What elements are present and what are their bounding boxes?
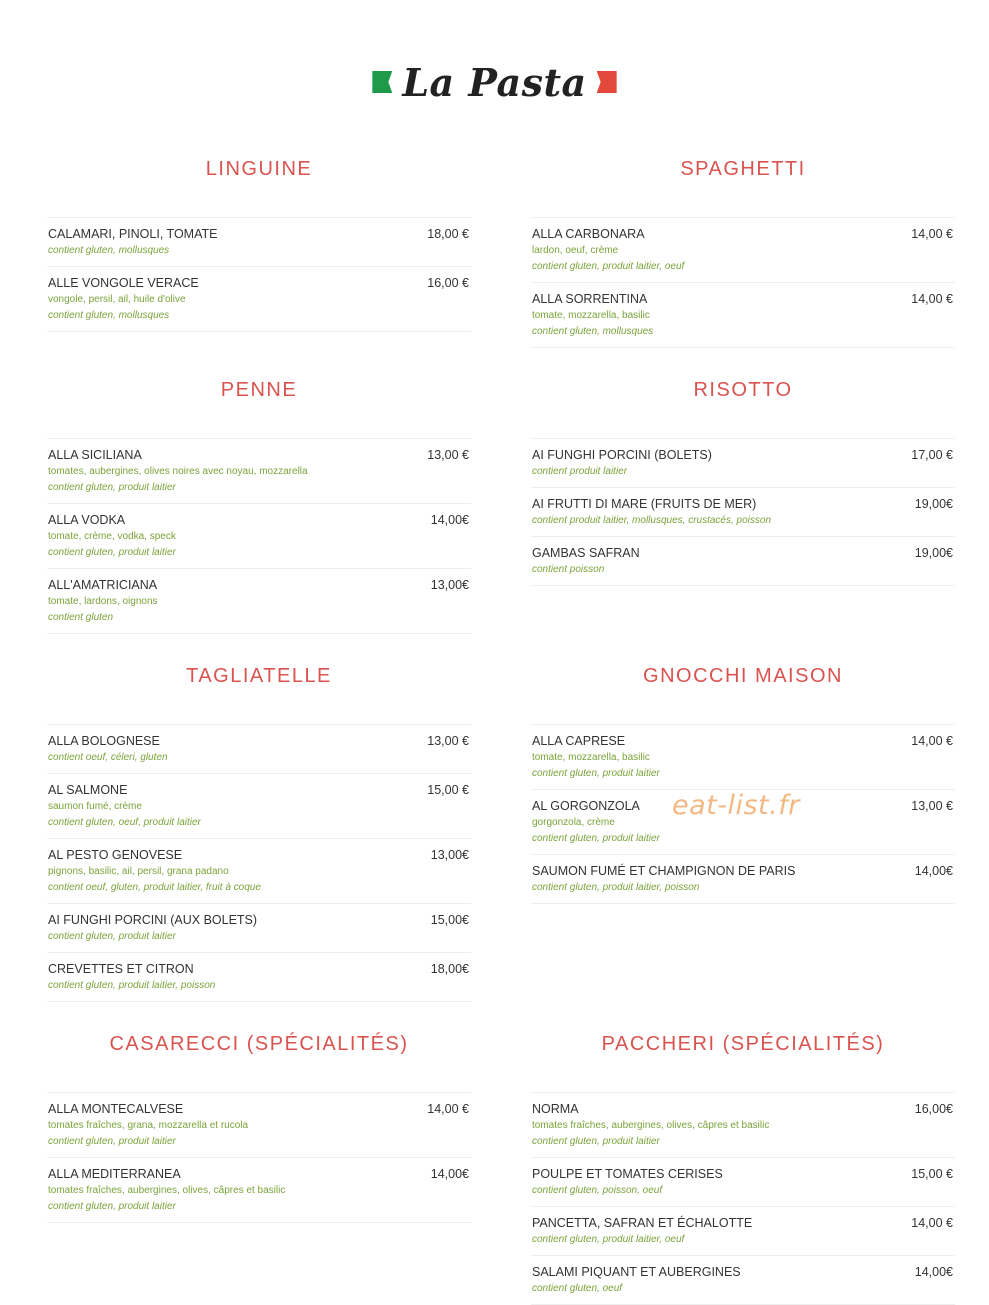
dish-name: AL GORGONZOLA: [532, 799, 640, 813]
dish-ingredients: tomate, mozzarella, basilic: [532, 310, 650, 321]
menu-item-list: [531, 217, 955, 348]
dish-ingredients: tomate, crème, vodka, speck: [48, 531, 176, 542]
dish-name: SALAMI PIQUANT ET AUBERGINES: [532, 1265, 741, 1279]
menu-item: [531, 1256, 955, 1305]
dish-allergens: contient gluten, oeuf: [532, 1283, 623, 1294]
dish-allergens: contient gluten, produit laitier: [532, 833, 660, 844]
dish-price: 14,00 €: [911, 1216, 953, 1230]
section-title: SPAGHETTI: [680, 158, 806, 180]
dish-allergens: contient gluten, produit laitier: [48, 547, 176, 558]
dish-name: CREVETTES ET CITRON: [48, 962, 194, 976]
dish-ingredients: pignons, basilic, ail, persil, grana padano: [48, 866, 229, 877]
menu-item: [47, 839, 471, 904]
dish-allergens: contient oeuf, gluten, produit laitier, fruit à coque: [48, 882, 261, 893]
section-gnocchi: [531, 665, 955, 904]
dish-allergens: contient produit laitier, mollusques, crustacés, poisson: [532, 515, 772, 526]
dish-name: AL SALMONE: [48, 783, 128, 797]
section-paccheri: [531, 1033, 955, 1305]
dish-ingredients: tomate, mozzarella, basilic: [532, 752, 650, 763]
menu-item: [531, 439, 955, 488]
page-title: La Pasta: [402, 59, 587, 105]
menu-item-list: [47, 1092, 471, 1223]
dish-allergens: contient poisson: [532, 564, 605, 575]
section-title: TAGLIATELLE: [186, 665, 332, 687]
section-title: LINGUINE: [205, 158, 313, 180]
dish-price: 14,00€: [914, 864, 953, 878]
dish-allergens: contient gluten, mollusques: [532, 326, 654, 337]
dish-allergens: contient oeuf, céleri, gluten: [48, 752, 168, 763]
dish-name: SAUMON FUMÉ ET CHAMPIGNON DE PARIS: [532, 864, 796, 878]
section-tagliatelle: [47, 665, 471, 1002]
dish-price: 13,00 €: [911, 799, 953, 813]
dish-allergens: contient gluten, mollusques: [48, 245, 170, 256]
italian-flag-green-icon: [372, 71, 392, 93]
dish-price: 18,00 €: [427, 227, 469, 241]
menu-item-list: [531, 438, 955, 586]
dish-price: 13,00 €: [427, 448, 469, 462]
dish-name: PANCETTA, SAFRAN ET ÉCHALOTTE: [532, 1216, 753, 1230]
menu-item: [47, 569, 471, 634]
dish-name: ALLA MEDITERRANEA: [48, 1167, 181, 1181]
menu-item: [531, 218, 955, 283]
dish-ingredients: tomates fraîches, aubergines, olives, câpres et basilic: [48, 1185, 286, 1196]
dish-name: GAMBAS SAFRAN: [532, 546, 640, 560]
menu-item: [531, 855, 955, 904]
dish-ingredients: lardon, oeuf, crème: [532, 245, 619, 256]
menu-item: [47, 1093, 471, 1158]
dish-name: ALLA SORRENTINA: [532, 292, 648, 306]
dish-allergens: contient gluten, produit laitier: [48, 931, 176, 942]
dish-price: 14,00 €: [911, 292, 953, 306]
menu-item: [47, 725, 471, 774]
section-title: PENNE: [220, 379, 298, 401]
dish-allergens: contient gluten, produit laitier, oeuf: [532, 1234, 685, 1245]
dish-name: ALLA MONTECALVESE: [48, 1102, 184, 1116]
menu-item-list: [47, 438, 471, 634]
dish-price: 18,00€: [430, 962, 469, 976]
dish-price: 19,00€: [914, 546, 953, 560]
menu-item: [47, 1158, 471, 1223]
dish-price: 15,00€: [430, 913, 469, 927]
dish-allergens: contient gluten, produit laitier, oeuf: [532, 261, 685, 272]
dish-price: 14,00 €: [911, 734, 953, 748]
dish-name: ALLA VODKA: [48, 513, 126, 527]
dish-ingredients: tomates, aubergines, olives noires avec noyau, mozzarella: [48, 466, 308, 477]
menu-item: [531, 1158, 955, 1207]
dish-price: 15,00 €: [911, 1167, 953, 1181]
menu-item: [531, 725, 955, 790]
dish-allergens: contient gluten, produit laitier: [48, 1136, 176, 1147]
menu-item: [531, 537, 955, 586]
dish-ingredients: saumon fumé, crème: [48, 801, 142, 812]
dish-name: AI FUNGHI PORCINI (AUX BOLETS): [48, 913, 258, 927]
section-spaghetti: [531, 158, 955, 348]
watermark: eat-list.fr: [672, 790, 800, 821]
dish-allergens: contient gluten, produit laitier: [48, 482, 176, 493]
dish-name: ALLA SICILIANA: [48, 448, 142, 462]
dish-price: 14,00€: [430, 1167, 469, 1181]
dish-allergens: contient gluten, produit laitier, poisson: [532, 882, 700, 893]
dish-name: ALLA CAPRESE: [532, 734, 626, 748]
dish-name: ALLA CARBONARA: [532, 227, 645, 241]
menu-item-list: [47, 217, 471, 332]
dish-allergens: contient gluten, produit laitier: [48, 1201, 176, 1212]
menu-item: [531, 283, 955, 348]
dish-name: ALL'AMATRICIANA: [48, 578, 158, 592]
menu-item: [47, 267, 471, 332]
menu-item: [47, 904, 471, 953]
dish-price: 13,00 €: [427, 734, 469, 748]
dish-price: 19,00€: [914, 497, 953, 511]
dish-allergens: contient gluten, mollusques: [48, 310, 170, 321]
italian-flag-red-icon: [597, 71, 617, 93]
section-title: PACCHERI (SPÉCIALITÉS): [601, 1033, 885, 1055]
menu-item: [531, 488, 955, 537]
dish-name: POULPE ET TOMATES CERISES: [532, 1167, 723, 1181]
dish-name: AI FUNGHI PORCINI (BOLETS): [532, 448, 712, 462]
dish-price: 13,00€: [430, 578, 469, 592]
dish-ingredients: tomates fraîches, aubergines, olives, câpres et basilic: [532, 1120, 770, 1131]
dish-name: AL PESTO GENOVESE: [48, 848, 183, 862]
dish-price: 17,00 €: [911, 448, 953, 462]
dish-allergens: contient gluten, produit laitier: [532, 768, 660, 779]
dish-price: 16,00 €: [427, 276, 469, 290]
dish-name: ALLE VONGOLE VERACE: [48, 276, 199, 290]
dish-allergens: contient gluten, oeuf, produit laitier: [48, 817, 201, 828]
menu-item: [531, 1207, 955, 1256]
menu-item: [47, 218, 471, 267]
dish-price: 16,00€: [914, 1102, 953, 1116]
dish-price: 14,00 €: [427, 1102, 469, 1116]
menu-item: [47, 504, 471, 569]
menu-item: [531, 1093, 955, 1158]
dish-allergens: contient gluten, poisson, oeuf: [532, 1185, 663, 1196]
section-title: RISOTTO: [693, 379, 793, 401]
dish-ingredients: tomate, lardons, oignons: [48, 596, 158, 607]
dish-ingredients: gorgonzola, crème: [532, 817, 615, 828]
dish-name: AI FRUTTI DI MARE (FRUITS DE MER): [532, 497, 757, 511]
dish-allergens: contient gluten: [48, 612, 114, 623]
section-casarecci: [47, 1033, 471, 1223]
menu-item-list: [531, 1092, 955, 1305]
menu-item: [47, 953, 471, 1002]
section-risotto: [531, 379, 955, 586]
dish-name: ALLA BOLOGNESE: [48, 734, 160, 748]
menu-header: [0, 52, 989, 112]
dish-allergens: contient produit laitier: [532, 466, 628, 477]
dish-ingredients: vongole, persil, ail, huile d'olive: [48, 294, 186, 305]
dish-ingredients: tomates fraîches, grana, mozzarella et rucola: [48, 1120, 249, 1131]
section-linguine: [47, 158, 471, 332]
dish-name: NORMA: [532, 1102, 579, 1116]
section-title: GNOCCHI MAISON: [643, 665, 843, 687]
menu-item-list: [47, 724, 471, 1002]
dish-allergens: contient gluten, produit laitier, poisson: [48, 980, 216, 991]
dish-price: 14,00 €: [911, 227, 953, 241]
menu-item: [47, 439, 471, 504]
section-penne: [47, 379, 471, 634]
dish-price: 15,00 €: [427, 783, 469, 797]
dish-name: CALAMARI, PINOLI, TOMATE: [48, 227, 218, 241]
section-title: CASARECCI (SPÉCIALITÉS): [109, 1033, 409, 1055]
menu-item: [47, 774, 471, 839]
dish-price: 13,00€: [430, 848, 469, 862]
dish-allergens: contient gluten, produit laitier: [532, 1136, 660, 1147]
dish-price: 14,00€: [914, 1265, 953, 1279]
dish-price: 14,00€: [430, 513, 469, 527]
